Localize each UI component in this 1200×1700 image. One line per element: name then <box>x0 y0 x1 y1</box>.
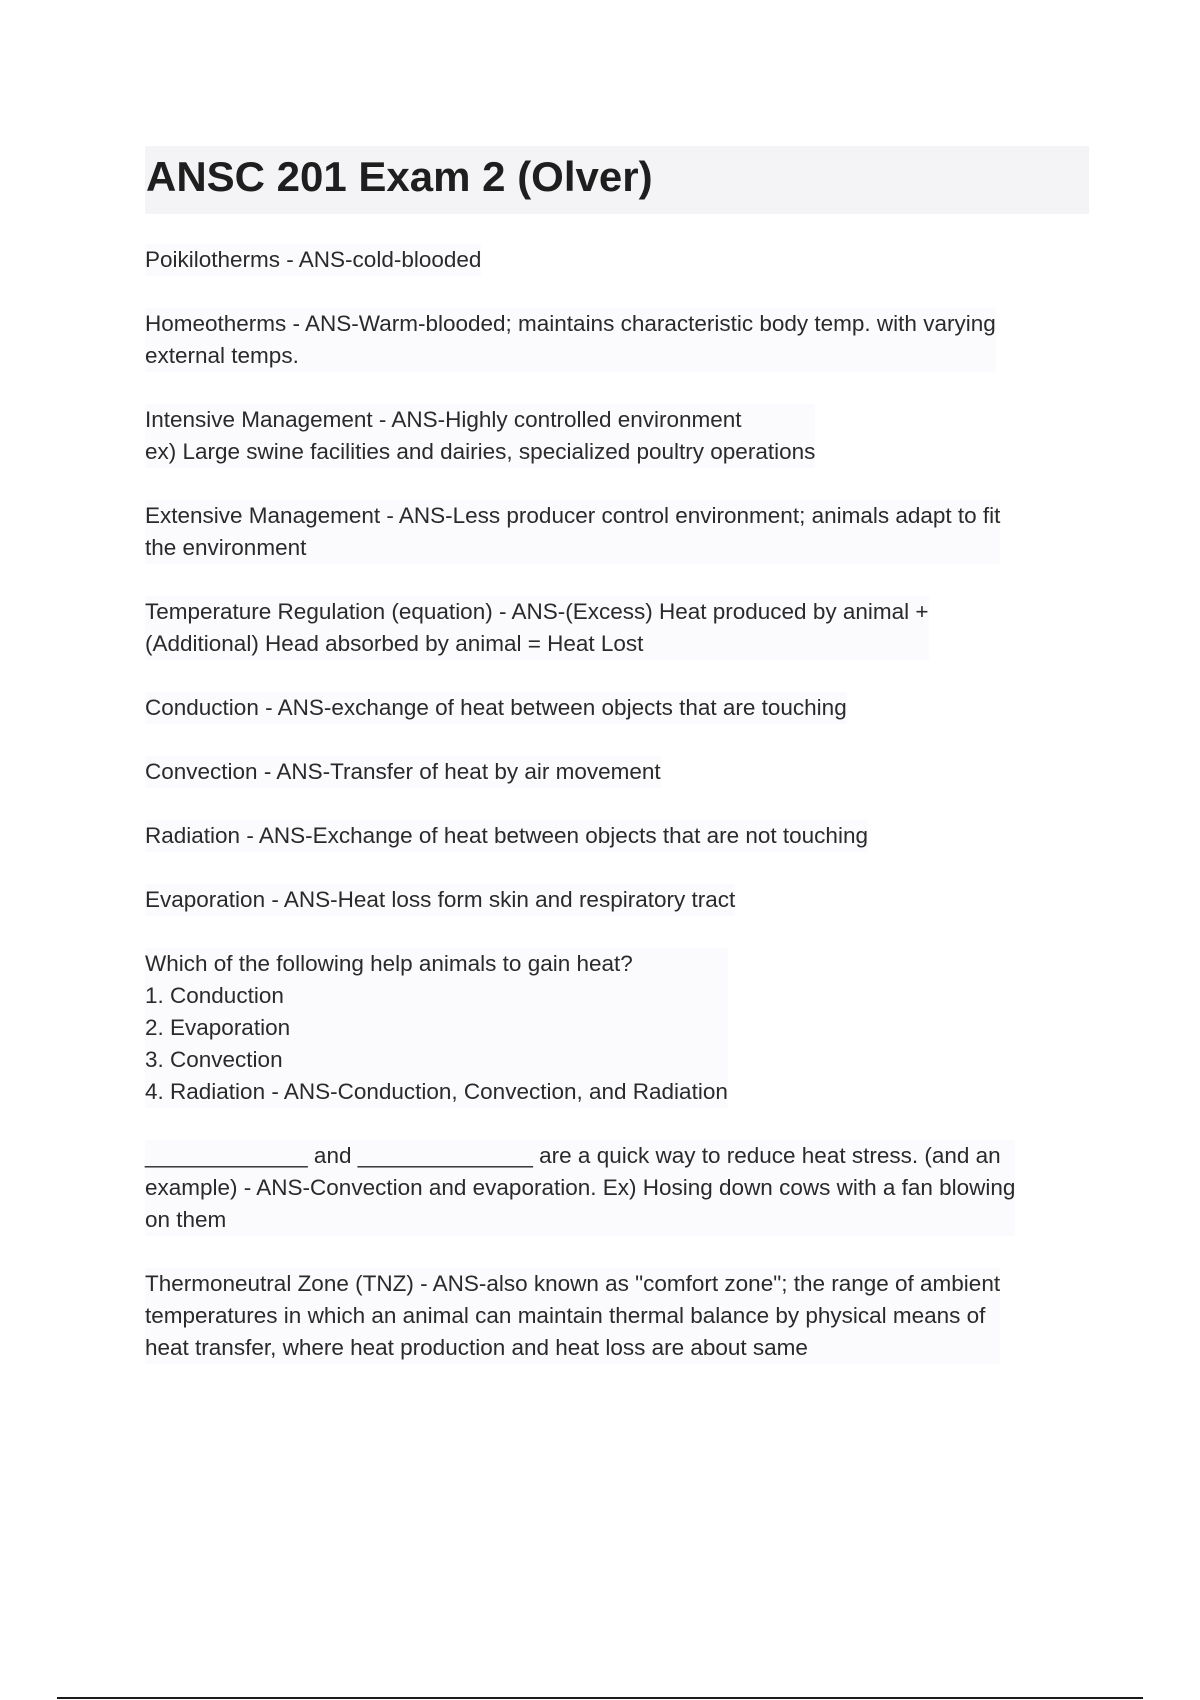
entry-line: Intensive Management - ANS-Highly controlled environment <box>145 407 742 432</box>
list-item: 1. Conduction <box>145 983 284 1008</box>
entry-line: Convection - ANS-Transfer of heat by air movement <box>145 759 661 784</box>
entry-gain-heat-question <box>145 948 728 1108</box>
entry-intensive-management <box>145 404 815 468</box>
entry-homeotherms <box>145 308 996 372</box>
entry-line: ex) Large swine facilities and dairies, specialized poultry operations <box>145 439 816 464</box>
footer-divider <box>57 1697 1143 1699</box>
entry-line: Temperature Regulation (equation) - ANS-(Excess) Heat produced by animal + <box>145 599 929 624</box>
entry-line: Thermoneutral Zone (TNZ) - ANS-also known as "comfort zone"; the range of ambient <box>145 1271 1001 1296</box>
entry-line: example) - ANS-Convection and evaporation. Ex) Hosing down cows with a fan blowing <box>145 1175 1016 1200</box>
entry-line: temperatures in which an animal can maintain thermal balance by physical means of <box>145 1303 986 1328</box>
document-title: ANSC 201 Exam 2 (Olver) <box>146 153 653 200</box>
entry-line: external temps. <box>145 343 299 368</box>
entry-line: Extensive Management - ANS-Less producer control environment; animals adapt to fit <box>145 503 1001 528</box>
list-item: 2. Evaporation <box>145 1015 291 1040</box>
list-item: 4. Radiation - ANS-Conduction, Convection, and Radiation <box>145 1079 728 1104</box>
entry-radiation <box>145 820 868 852</box>
flashcard-list <box>145 244 1085 1396</box>
entry-line: Homeotherms - ANS-Warm-blooded; maintains characteristic body temp. with varying <box>145 311 996 336</box>
entry-line: Evaporation - ANS-Heat loss form skin and respiratory tract <box>145 887 736 912</box>
entry-evaporation <box>145 884 735 916</box>
entry-heat-stress <box>145 1140 1015 1236</box>
list-item: 3. Convection <box>145 1047 283 1072</box>
entry-line: the environment <box>145 535 307 560</box>
entry-line: _____________ and ______________ are a quick way to reduce heat stress. (and an <box>145 1143 1001 1168</box>
entry-line: Poikilotherms - ANS-cold-blooded <box>145 247 482 272</box>
entry-extensive-management <box>145 500 1000 564</box>
entry-line: Radiation - ANS-Exchange of heat between objects that are not touching <box>145 823 868 848</box>
entry-temperature-regulation <box>145 596 929 660</box>
entry-line: on them <box>145 1207 227 1232</box>
entry-line: (Additional) Head absorbed by animal = Heat Lost <box>145 631 644 656</box>
entry-line: Conduction - ANS-exchange of heat between objects that are touching <box>145 695 847 720</box>
entry-line: heat transfer, where heat production and heat loss are about same <box>145 1335 808 1360</box>
entry-thermoneutral-zone <box>145 1268 1000 1364</box>
entry-conduction <box>145 692 847 724</box>
entry-line: Which of the following help animals to gain heat? <box>145 951 633 976</box>
entry-poikilotherms <box>145 244 481 276</box>
entry-convection <box>145 756 661 788</box>
